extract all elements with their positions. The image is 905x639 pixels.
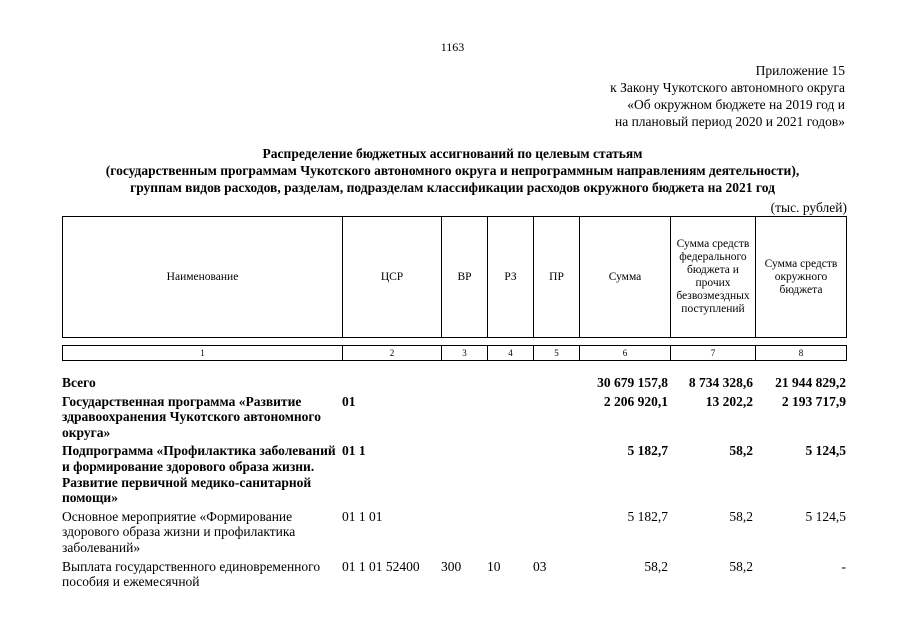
budget-table-body [62,375,846,593]
column-number: 2 [343,346,442,361]
header-okrug: Сумма средств окружного бюджета [756,217,847,338]
row-sum: 2 206 920,1 [603,393,668,409]
row-federal: 58,2 [729,508,753,524]
appendix-line: Приложение 15 [755,63,845,78]
row-federal: 58,2 [729,443,753,459]
row-csr: 01 1 [342,443,366,459]
row-csr: 01 [342,393,356,409]
document-title [40,145,865,196]
appendix-note [610,62,845,130]
column-number: 3 [442,346,488,361]
header-vr: ВР [442,217,488,338]
column-number: 7 [671,346,756,361]
row-rz [487,443,533,505]
table-row [62,443,846,505]
appendix-line: к Закону Чукотского автономного округа [610,80,845,95]
header-federal: Сумма средств федерального бюджета и прочих безвозмездных поступлений [671,217,756,338]
row-okrug: 5 124,5 [805,443,846,459]
column-number: 1 [63,346,343,361]
row-csr: 01 1 01 [342,508,383,524]
header-name: Наименование [63,217,343,338]
row-csr [342,375,441,391]
row-federal: 8 734 328,6 [688,375,753,390]
row-sum: 5 182,7 [627,443,668,459]
row-name: Всего [62,375,96,390]
row-rz [487,394,533,441]
row-pr [533,375,579,391]
title-line: группам видов расходов, разделам, подразделам классификации расходов окружного бюджета на 2021 год [130,180,775,195]
row-sum: 5 182,7 [627,508,668,524]
row-sum: 30 679 157,8 [597,375,668,390]
row-okrug: 5 124,5 [805,508,846,524]
row-rz [487,375,533,391]
column-number: 5 [534,346,580,361]
row-sum: 58,2 [644,558,668,574]
row-vr: 300 [441,558,462,574]
header-rz: РЗ [488,217,534,338]
page-number: 1163 [440,40,465,54]
table-row [62,509,846,556]
row-pr: 03 [533,558,547,574]
row-pr [533,443,579,505]
row-name: Основное мероприятие «Формирование здорового образа жизни и профилактика заболеваний» [62,508,296,555]
table-row [62,375,846,391]
table-row [62,394,846,441]
row-federal: 13 202,2 [705,393,753,409]
column-number: 4 [488,346,534,361]
header-csr: ЦСР [343,217,442,338]
budget-table-header [62,216,847,361]
appendix-line: на плановый период 2020 и 2021 годов» [614,114,845,129]
row-name: Государственная программа «Развитие здравоохранения Чукотского автономного округа» [62,393,321,440]
row-csr: 01 1 01 52400 [342,558,420,574]
row-name: Подпрограмма «Профилактика заболеваний и формирование здорового образа жизни. Развитие первичной медико-санитарной помощи» [62,443,336,506]
title-line: (государственным программам Чукотского автономного округа и непрограммным направлениям деятельности), [105,163,800,178]
appendix-line: «Об окружном бюджете на 2019 год и [627,97,845,112]
title-line: Распределение бюджетных ассигнований по целевым статьям [262,146,643,161]
row-rz: 10 [487,558,501,574]
row-name: Выплата государственного единовременного пособия и ежемесячной [62,558,321,590]
column-number: 6 [580,346,671,361]
row-okrug: 21 944 829,2 [775,375,846,390]
row-pr [533,394,579,441]
header-pr: ПР [534,217,580,338]
header-sum: Сумма [580,217,671,338]
row-federal: 58,2 [729,558,753,574]
row-vr [441,509,487,556]
row-pr [533,509,579,556]
units-label: (тыс. рублей) [770,200,847,215]
row-okrug: - [841,558,846,574]
table-row [62,559,846,590]
row-vr [441,443,487,505]
row-okrug: 2 193 717,9 [781,393,846,409]
row-rz [487,509,533,556]
column-number: 8 [756,346,847,361]
row-vr [441,394,487,441]
row-vr [441,375,487,391]
